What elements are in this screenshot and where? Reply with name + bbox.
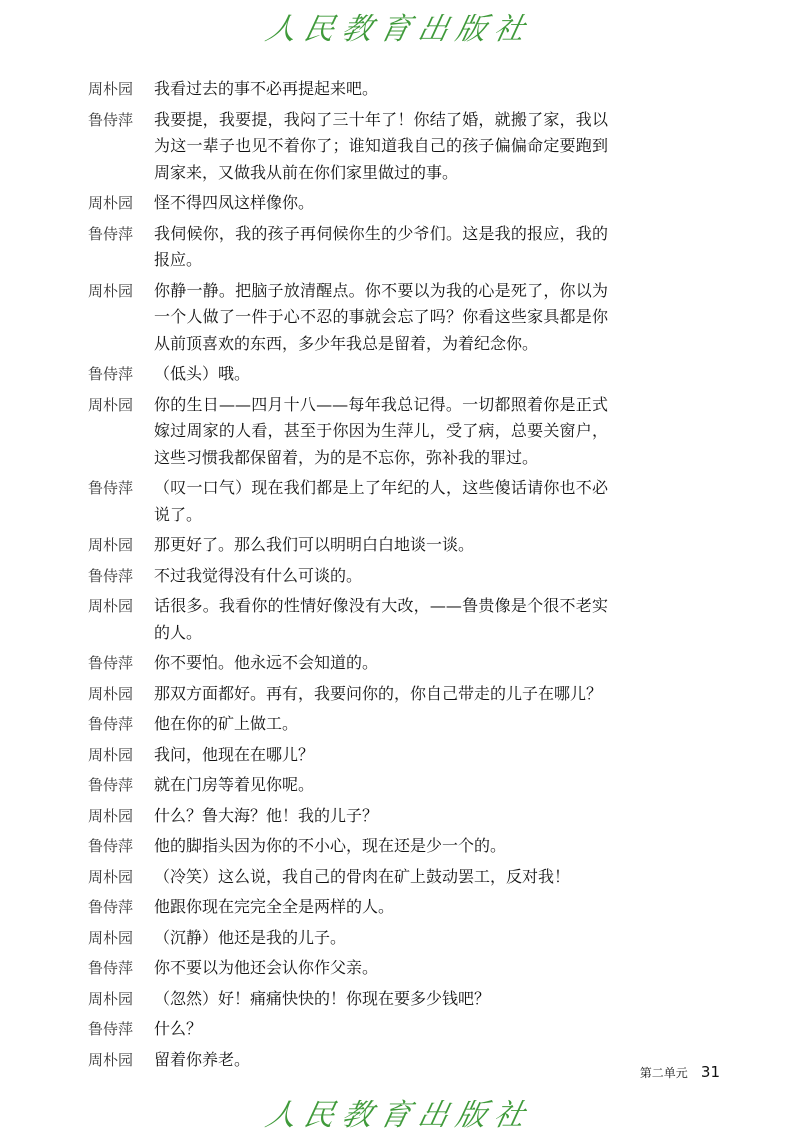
dialogue-text: 你静一静。把脑子放清醒点。你不要以为我的心是死了，你以为一个人做了一件于心不忍的事就会忘了吗？你看这些家具都是你从前顶喜欢的东西，多少年我总是留着，为着纪念你。 bbox=[154, 280, 608, 353]
dialogue-text: （冷笑）这么说，我自己的骨肉在矿上鼓动罢工，反对我！ bbox=[154, 866, 571, 886]
dialogue-text: 留着你养老。 bbox=[154, 1049, 251, 1069]
dialogue-line bbox=[88, 532, 608, 559]
dialogue-line bbox=[88, 593, 608, 646]
speaker-name: 鲁侍萍 bbox=[88, 654, 134, 672]
dialogue-text: 那双方面都好。再有，我要问你的，你自己带走的儿子在哪儿？ bbox=[154, 683, 603, 703]
speaker-name: 周朴园 bbox=[88, 395, 134, 414]
dialogue-line bbox=[88, 833, 608, 860]
speaker-name: 鲁侍萍 bbox=[88, 898, 134, 916]
dialogue-text: 他跟你现在完完全全是两样的人。 bbox=[154, 897, 395, 916]
page-number: 31 bbox=[700, 1063, 720, 1081]
speaker-name: 周朴园 bbox=[88, 745, 134, 764]
speaker-name: 周朴园 bbox=[88, 806, 134, 825]
speaker-name: 周朴园 bbox=[88, 928, 134, 947]
dialogue-line bbox=[88, 742, 608, 769]
dialogue-line bbox=[88, 361, 608, 388]
dialogue-line bbox=[88, 772, 608, 799]
dialogue-line bbox=[88, 711, 608, 738]
dialogue-text: （沉静）他还是我的儿子。 bbox=[154, 927, 347, 947]
dialogue-text: 我看过去的事不必再提起来吧。 bbox=[154, 79, 379, 98]
dialogue-line bbox=[88, 1047, 608, 1074]
dialogue-line bbox=[88, 925, 608, 952]
dialogue-text: （忽然）好！痛痛快快的！你现在要多少钱吧？ bbox=[154, 988, 491, 1008]
dialogue-line bbox=[88, 190, 608, 217]
speaker-name: 鲁侍萍 bbox=[88, 110, 134, 129]
speaker-name: 周朴园 bbox=[88, 80, 134, 98]
speaker-name: 周朴园 bbox=[88, 684, 134, 703]
speaker-name: 鲁侍萍 bbox=[88, 959, 134, 977]
dialogue-line bbox=[88, 803, 608, 830]
dialogue-line bbox=[88, 221, 608, 274]
dialogue-text: 话很多。我看你的性情好像没有大改，——鲁贵像是个很不老实的人。 bbox=[154, 596, 608, 642]
speaker-name: 鲁侍萍 bbox=[88, 224, 134, 243]
unit-label: 第二单元 bbox=[639, 1066, 688, 1080]
speaker-name: 鲁侍萍 bbox=[88, 566, 134, 585]
dialogue-text: 我问，他现在在哪儿？ bbox=[154, 744, 315, 764]
speaker-name: 周朴园 bbox=[88, 867, 134, 886]
dialogue-line bbox=[88, 955, 608, 982]
page-footer bbox=[640, 1062, 720, 1081]
speaker-name: 周朴园 bbox=[88, 281, 134, 300]
speaker-name: 周朴园 bbox=[88, 989, 134, 1008]
publisher-logo-top: 人民教育出版社 bbox=[262, 12, 536, 47]
dialogue-line bbox=[88, 986, 608, 1013]
dialogue-line bbox=[88, 864, 608, 891]
speaker-name: 鲁侍萍 bbox=[88, 1020, 134, 1038]
dialogue-line bbox=[88, 107, 608, 187]
speaker-name: 鲁侍萍 bbox=[88, 479, 134, 497]
dialogue-text: 他的脚指头因为你的不小心，现在还是少一个的。 bbox=[154, 836, 507, 855]
speaker-name: 周朴园 bbox=[88, 1050, 134, 1069]
dialogue-text: 什么？ bbox=[154, 1019, 203, 1038]
speaker-name: 鲁侍萍 bbox=[88, 776, 134, 794]
speaker-name: 周朴园 bbox=[88, 536, 134, 554]
speaker-name: 鲁侍萍 bbox=[88, 365, 134, 383]
dialogue-line bbox=[88, 681, 608, 708]
dialogue-line bbox=[88, 650, 608, 677]
dialogue-line bbox=[88, 278, 608, 358]
speaker-name: 周朴园 bbox=[88, 597, 134, 615]
dialogue-line bbox=[88, 1016, 608, 1043]
dialogue-line bbox=[88, 475, 608, 528]
dialogue-text: 他在你的矿上做工。 bbox=[154, 714, 299, 733]
dialogue-text: 怪不得四凤这样像你。 bbox=[154, 193, 315, 212]
dialogue-text: （低头）哦。 bbox=[154, 364, 251, 383]
dialogue-text: 不过我觉得没有什么可谈的。 bbox=[154, 565, 363, 585]
dialogue-text: 你不要以为他还会认你作父亲。 bbox=[154, 958, 379, 977]
dialogue-text: 就在门房等着见你呢。 bbox=[154, 775, 315, 794]
dialogue-body bbox=[88, 76, 608, 1077]
dialogue-text: 你不要怕。他永远不会知道的。 bbox=[154, 653, 379, 672]
dialogue-text: 那更好了。那么我们可以明明白白地谈一谈。 bbox=[154, 535, 475, 554]
speaker-name: 周朴园 bbox=[88, 194, 134, 212]
dialogue-line bbox=[88, 563, 608, 590]
speaker-name: 鲁侍萍 bbox=[88, 715, 134, 733]
dialogue-line bbox=[88, 392, 608, 472]
dialogue-text: 你的生日——四月十八——每年我总记得。一切都照着你是正式嫁过周家的人看，甚至于你因为生萍儿，受了病，总要关窗户，这些习惯我都保留着，为的是不忘你，弥补我的罪过。 bbox=[154, 394, 608, 467]
dialogue-text: 我要提，我要提，我闷了三十年了！你结了婚，就搬了家，我以为这一辈子也见不着你了；谁知道我自己的孩子偏偏命定要跑到周家来，又做我从前在你们家里做过的事。 bbox=[154, 109, 608, 182]
speaker-name: 鲁侍萍 bbox=[88, 837, 134, 855]
dialogue-text: 我伺候你，我的孩子再伺候你生的少爷们。这是我的报应，我的报应。 bbox=[154, 223, 608, 269]
dialogue-text: （叹一口气）现在我们都是上了年纪的人，这些傻话请你也不必说了。 bbox=[154, 478, 608, 524]
dialogue-line bbox=[88, 76, 608, 103]
publisher-logo-bottom: 人民教育出版社 bbox=[262, 1098, 536, 1133]
dialogue-text: 什么？鲁大海？他！我的儿子？ bbox=[154, 805, 379, 825]
dialogue-line bbox=[88, 894, 608, 921]
